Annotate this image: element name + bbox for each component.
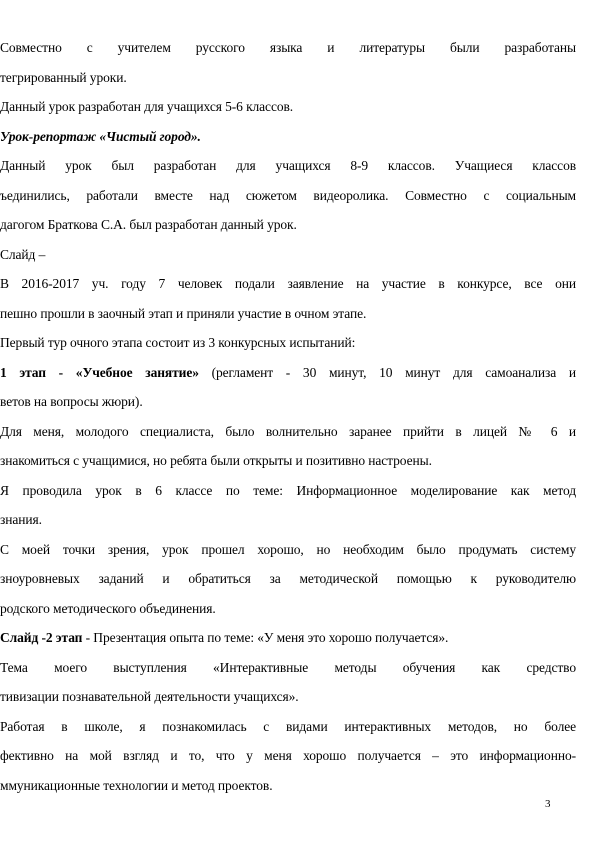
slide-label: Слайд -2 этап xyxy=(0,630,83,645)
paragraph-line: Для меня, молодого специалиста, было волнительно заранее прийти в лицей № 6 и xyxy=(0,424,576,439)
paragraph-line: Данный урок был разработан для учащихся 8-9 классов. Учащиеся классов xyxy=(0,158,576,173)
paragraph-line: тивизации познавательной деятельности учащихся». xyxy=(0,689,299,704)
paragraph-line: Данный урок разработан для учащихся 5-6 классов. xyxy=(0,99,294,114)
paragraph-line: ммуникационные технологии и метод проектов. xyxy=(0,778,273,793)
paragraph-line: Первый тур очного этапа состоит из 3 конкурсных испытаний: xyxy=(0,335,356,350)
paragraph-line xyxy=(0,630,576,646)
paragraph-line: В 2016-2017 уч. году 7 человек подали заявление на участие в конкурсе, все они xyxy=(0,276,576,291)
stage-text: (регламент - 30 минут, 10 минут для самоанализа и xyxy=(198,365,576,380)
stage-label: 1 этап - «Учебное занятие» xyxy=(0,365,199,380)
paragraph-line: Совместно с учителем русского языка и литературы были разработаны xyxy=(0,40,576,55)
lesson-title: Урок-репортаж «Чистый город». xyxy=(0,129,201,144)
paragraph-line: дагогом Браткова С.А. был разработан данный урок. xyxy=(0,217,297,232)
paragraph-line: ъединились, работали вместе над сюжетом видеоролика. Совместно с социальным xyxy=(0,188,576,203)
paragraph-line: фективно на мой взгляд и то, что у меня хорошо получается – это информационно- xyxy=(0,748,576,763)
page-number: 3 xyxy=(545,798,551,810)
paragraph-line: зноуровневых заданий и обратиться за методической помощью к руководителю xyxy=(0,571,576,586)
paragraph-line: Тема моего выступления «Интерактивные методы обучения как средство xyxy=(0,660,576,675)
paragraph-line: знания. xyxy=(0,512,42,527)
paragraph-line: знакомиться с учащимися, но ребята были открыты и позитивно настроены. xyxy=(0,453,432,468)
paragraph-line: Слайд – xyxy=(0,247,46,262)
paragraph-line: пешно прошли в заочный этап и приняли участие в очном этапе. xyxy=(0,306,367,321)
paragraph-line xyxy=(0,365,576,381)
paragraph-line: Я проводила урок в 6 классе по теме: Информационное моделирование как метод xyxy=(0,483,576,498)
paragraph-line: родского методического объединения. xyxy=(0,601,216,616)
paragraph-line: С моей точки зрения, урок прошел хорошо, но необходим было продумать систему xyxy=(0,542,576,557)
paragraph-line: Работая в школе, я познакомилась с видами интерактивных методов, но более xyxy=(0,719,576,734)
slide-text: - Презентация опыта по теме: «У меня это хорошо получается». xyxy=(82,630,449,645)
paragraph-line: ветов на вопросы жюри). xyxy=(0,394,143,409)
paragraph-line: тегрированный уроки. xyxy=(0,70,127,85)
